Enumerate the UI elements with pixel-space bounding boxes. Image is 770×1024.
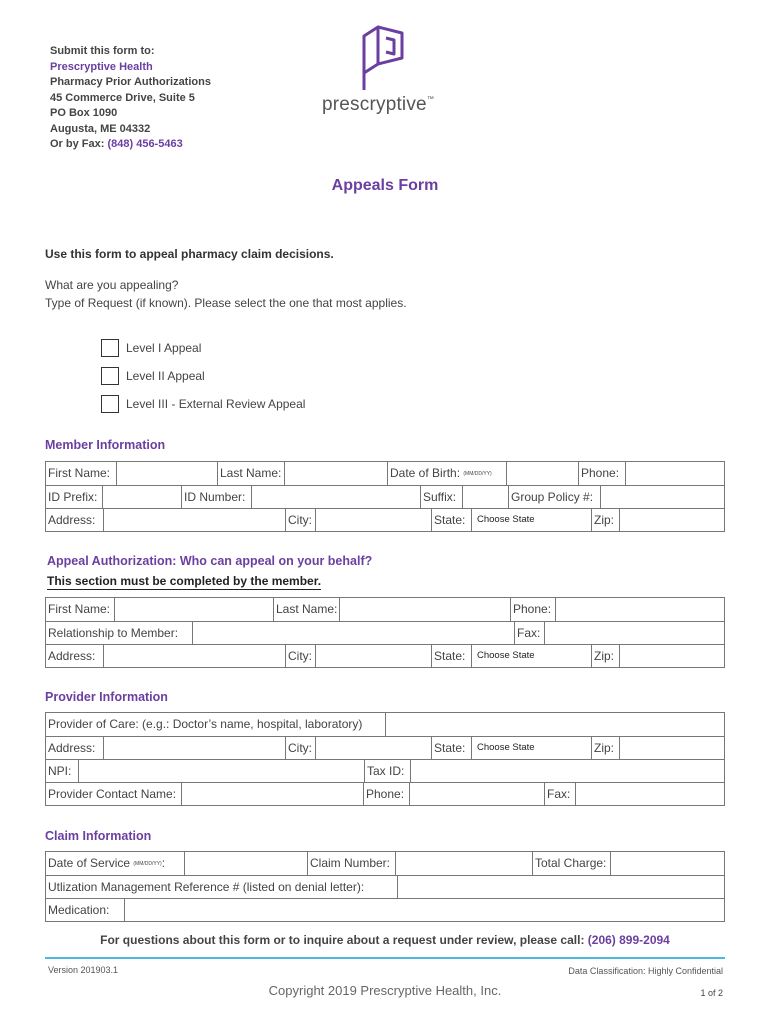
fax-field[interactable] [544,622,724,644]
fax-number: (848) 456-5463 [107,138,183,150]
prescryptive-logo [322,24,446,116]
logo-wordmark: prescryptive™ [322,94,435,115]
last-name-field[interactable] [339,598,510,621]
city-label: City: [285,737,315,759]
fax-field[interactable] [575,783,724,805]
submit-label: Submit this form to: [50,45,155,57]
zip-field[interactable] [619,645,724,667]
address-label: Address: [48,741,96,755]
state-label: State: [431,509,471,531]
state-label: State: [431,737,471,759]
city-field[interactable] [315,737,431,759]
street-address: 45 Commerce Drive, Suite 5 [50,91,195,104]
city-field[interactable] [315,645,431,667]
auth-table [45,597,725,668]
date-of-service-field[interactable] [184,852,307,875]
claim-number-field[interactable] [395,852,532,875]
level-1-checkbox[interactable] [101,339,119,357]
po-box: PO Box 1090 [50,107,118,119]
page-title: Appeals Form [331,177,439,194]
relationship-label: Relationship to Member: [48,626,179,640]
phone-field[interactable] [409,783,544,805]
question-line-1: What are you appealing? [45,278,179,292]
level-2-checkbox[interactable] [101,367,119,385]
footer-divider [45,957,725,959]
id-prefix-field[interactable] [102,486,181,508]
dob-label: Date of Birth: (MM/DD/YY) [387,462,506,485]
relationship-field[interactable] [192,622,514,644]
question-line-2: Type of Request (if known). Please select the one that most applies. [45,296,407,310]
contact-name-field[interactable] [181,783,363,805]
request-question [45,276,407,312]
org-name: Prescryptive Health [50,60,153,73]
claim-info-heading: Claim Information [45,829,152,843]
suffix-label: Suffix: [420,486,462,508]
auth-note: This section must be completed by the member. [47,574,322,588]
fax-label: Fax: [514,622,544,644]
id-number-field[interactable] [251,486,420,508]
last-name-label: Last Name: [217,462,284,485]
table-row [46,485,724,508]
id-number-label: ID Number: [181,486,251,508]
city-line: Augusta, ME 04332 [50,122,151,135]
city-label: City: [285,509,315,531]
zip-label: Zip: [591,737,619,759]
member-info-heading: Member Information [45,438,166,452]
state-select[interactable]: Choose State [471,509,591,531]
table-row [46,644,724,667]
city-field[interactable] [315,509,431,531]
table-row [46,852,724,875]
first-name-field[interactable] [116,462,217,485]
group-policy-field[interactable] [600,486,724,508]
address-label: Address: [48,649,96,663]
submission-address [50,44,211,153]
medication-label: Medication: [48,903,110,917]
first-name-field[interactable] [114,598,273,621]
option-label: Level I Appeal [126,341,202,355]
phone-field[interactable] [625,462,724,485]
table-row [46,462,724,485]
state-select[interactable]: Choose State [471,737,591,759]
id-prefix-label: ID Prefix: [48,490,98,504]
option-level-2[interactable] [101,367,205,385]
provider-of-care-field[interactable] [385,713,724,736]
um-reference-field[interactable] [397,876,724,898]
city-label: City: [285,645,315,667]
address-field[interactable] [103,737,285,759]
state-label: State: [431,645,471,667]
table-row [46,875,724,898]
fax-label: Fax: [544,783,575,805]
member-info-table [45,461,725,532]
table-row [46,759,724,782]
claim-table [45,851,725,922]
last-name-label: Last Name: [273,598,339,621]
table-row [46,782,724,805]
table-row [46,736,724,759]
fax-label: Or by Fax: [50,138,108,150]
zip-label: Zip: [591,509,619,531]
first-name-label: First Name: [48,602,111,616]
tax-id-label: Tax ID: [364,760,410,782]
date-of-service-label: Date of Service (MM/DD/YY): [48,856,166,870]
table-row [46,508,724,531]
table-row [46,713,724,736]
phone-label: Phone: [578,462,625,485]
first-name-label: First Name: [48,466,111,480]
logo-mark-icon [360,24,406,92]
um-reference-label: Utlization Management Reference # (listed on denial letter): [48,880,365,894]
address-field[interactable] [103,645,285,667]
total-charge-field[interactable] [610,852,724,875]
contact-note: For questions about this form or to inquire about a request under review, please call: (206) 899-2094 [100,933,670,947]
tax-id-field[interactable] [410,760,724,782]
claim-number-label: Claim Number: [307,852,395,875]
total-charge-label: Total Charge: [532,852,610,875]
level-3-checkbox[interactable] [101,395,119,413]
dob-field[interactable] [506,462,578,485]
table-row [46,898,724,921]
last-name-field[interactable] [284,462,387,485]
copyright: Copyright 2019 Prescryptive Health, Inc. [268,983,502,998]
page-number: 1 of 2 [700,988,723,998]
address-label: Address: [48,513,96,527]
address-field[interactable] [103,509,285,531]
fax-line [50,137,211,153]
group-policy-label: Group Policy #: [508,486,600,508]
npi-label: NPI: [48,764,72,778]
phone-label: Phone: [510,598,555,621]
provider-table [45,712,725,806]
dept-name: Pharmacy Prior Authorizations [50,76,211,88]
provider-info-heading: Provider Information [45,690,168,704]
zip-label: Zip: [591,645,619,667]
suffix-field[interactable] [462,486,508,508]
zip-field[interactable] [619,509,724,531]
medication-field[interactable] [124,899,724,921]
contact-name-label: Provider Contact Name: [48,787,177,801]
table-row [46,598,724,621]
npi-field[interactable] [78,760,364,782]
option-level-1[interactable] [101,339,201,357]
phone-field[interactable] [555,598,724,621]
provider-of-care-label: Provider of Care: (e.g.: Doctor’s name, hospital, laboratory) [48,717,363,731]
option-label: Level III - External Review Appeal [126,397,306,411]
intro-text: Use this form to appeal pharmacy claim decisions. [45,247,334,261]
auth-heading: Appeal Authorization: Who can appeal on your behalf? [47,554,373,568]
zip-field[interactable] [619,737,724,759]
data-classification: Data Classification: Highly Confidential [568,966,723,976]
option-level-3[interactable] [101,395,305,413]
version-label: Version 201903.1 [48,965,119,975]
option-label: Level II Appeal [126,369,205,383]
state-select[interactable]: Choose State [471,645,591,667]
contact-phone: (206) 899-2094 [587,933,670,947]
table-row [46,621,724,644]
phone-label: Phone: [363,783,409,805]
